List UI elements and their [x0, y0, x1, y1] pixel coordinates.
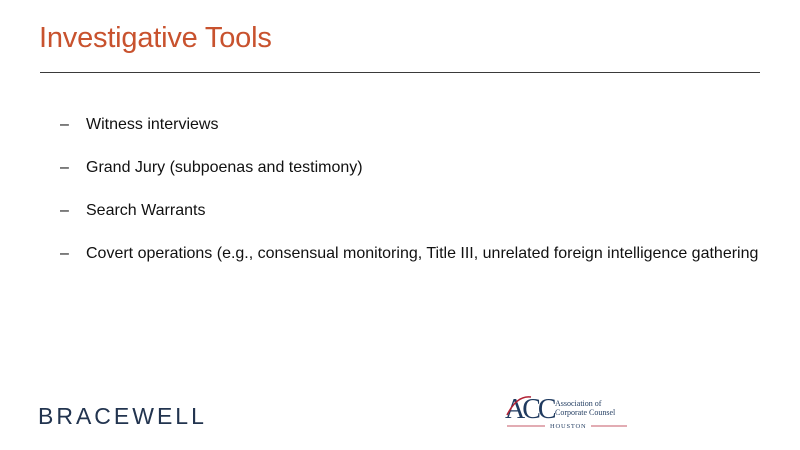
- acc-logo-chapter: HOUSTON: [550, 423, 587, 430]
- bullet-dash: –: [60, 116, 69, 133]
- bracewell-logo: BRACEWELL: [38, 403, 207, 429]
- title-divider: [40, 72, 760, 73]
- acc-logo-mark: ACC: [505, 394, 554, 425]
- bullet-item: [60, 115, 760, 134]
- bullet-text: Witness interviews: [86, 116, 219, 133]
- bullet-item: [60, 201, 760, 220]
- bullet-text: Search Warrants: [86, 202, 206, 219]
- bullet-item: [60, 158, 760, 177]
- bullet-dash: –: [60, 202, 69, 219]
- acc-logo-line2: Corporate Counsel: [555, 408, 616, 417]
- bullet-text: Grand Jury (subpoenas and testimony): [86, 159, 363, 176]
- bullet-dash: –: [60, 245, 69, 262]
- bullet-list: [60, 115, 760, 287]
- bullet-text: Covert operations (e.g., consensual monitoring, Title III, unrelated foreign intelligence gathering: [86, 245, 759, 262]
- bullet-item: [60, 244, 760, 263]
- bullet-dash: –: [60, 159, 69, 176]
- slide-title: Investigative Tools: [39, 22, 272, 54]
- acc-logo: [505, 393, 635, 433]
- acc-logo-line1: Association of: [555, 399, 602, 408]
